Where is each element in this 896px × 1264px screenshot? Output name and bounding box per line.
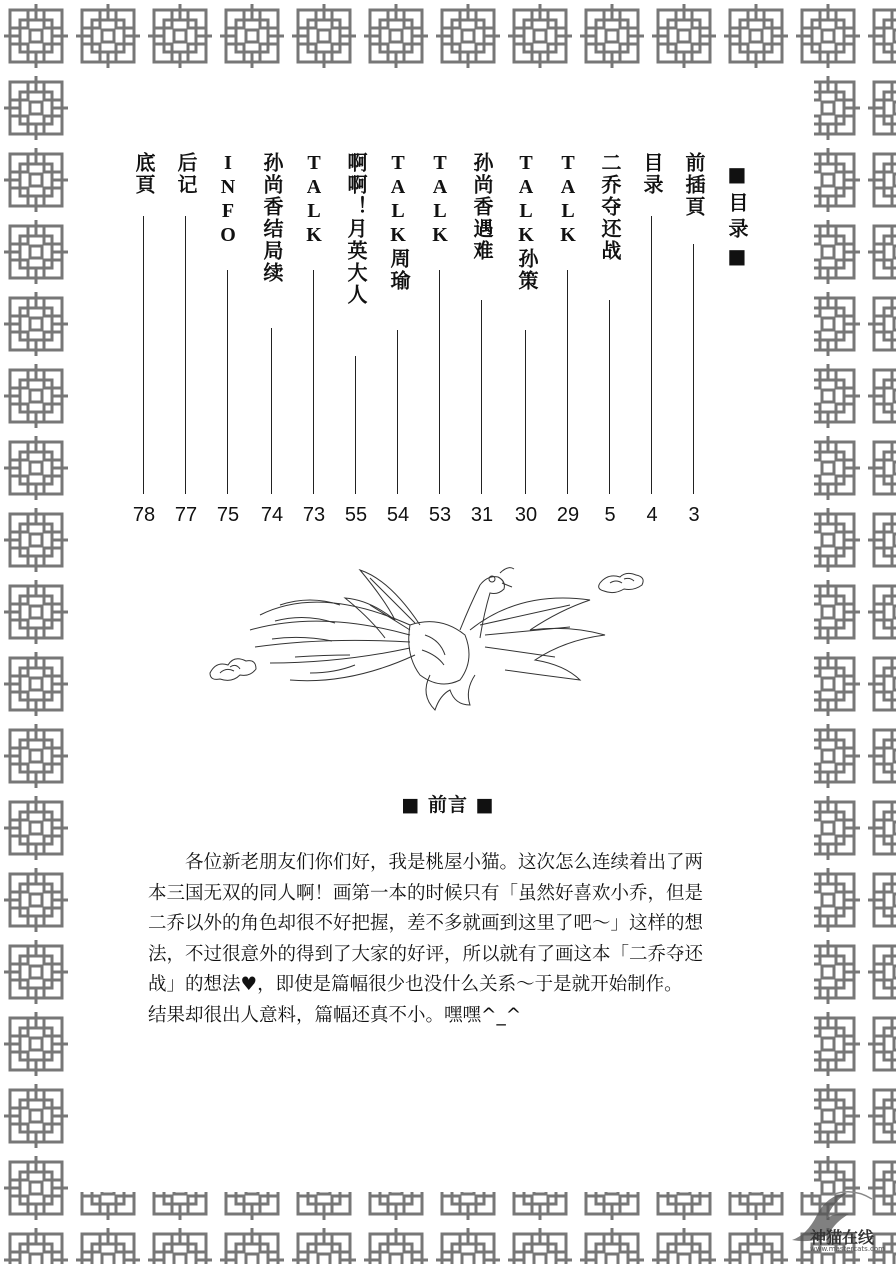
preface-line: 战」的想法♥，即使是篇幅很少也没什么关系～于是就开始制作。 [148,974,683,995]
toc-leader-line [355,356,356,494]
toc-leader-line [567,270,568,494]
toc-entry [300,152,328,532]
preface-line: 二乔以外的角色却很不好把握，差不多就画到这里了吧～」这样的想 [148,913,704,934]
toc-heading: ■目录■ [725,162,749,274]
toc-leader-line [651,216,652,494]
toc-entry-page: 29 [556,504,580,526]
toc-entry-title: 二乔夺还战 [598,152,622,262]
toc-entry [426,152,454,532]
toc-entry-title: 前插頁 [682,152,706,218]
toc-entry-title: 底頁 [132,152,156,196]
toc-entry [384,152,412,532]
toc-leader-line [313,270,314,494]
toc-entry-title: TALK [303,152,325,248]
toc-entry-title: TALK [429,152,451,248]
toc-entry-page: 74 [260,504,284,526]
toc-entry-title: 孙尚香结局续 [260,152,284,284]
toc-entry-page: 73 [302,504,326,526]
preface-line: 结果却很出人意料，篇幅还真不小。嘿嘿^_^ [148,1004,522,1026]
toc-entry-title: 孙尚香遇难 [470,152,494,262]
toc-leader-line [609,300,610,494]
toc-entry-page: 31 [470,504,494,526]
toc-leader-line [439,270,440,494]
toc-entry [258,152,286,532]
preface-line: 法，不过很意外的得到了大家的好评，所以就有了画这本「二乔夺还 [148,943,704,965]
toc-entry [680,152,708,532]
toc-entry-page: 78 [132,504,156,526]
toc-entry-title: 啊啊！月英大人 [344,152,368,306]
site-watermark [782,1185,892,1255]
toc-entry-title: TALK [557,152,579,248]
toc-entry-title: TALK孙策 [515,152,537,292]
toc-leader-line [185,216,186,494]
toc-entry-page: 55 [344,504,368,526]
toc-leader-line [481,300,482,494]
toc-entry-page: 77 [174,504,198,526]
toc-entry [130,152,158,532]
toc-leader-line [525,330,526,494]
preface-heading: ■ 前言 ■ [401,794,495,816]
watermark-name: 神猫在线 [810,1228,875,1247]
toc-leader-line [693,244,694,494]
preface-line: 本三国无双的同人啊！画第一本的时候只有「虽然好喜欢小乔，但是 [148,882,704,904]
preface-line: 各位新老朋友们你们好，我是桃屋小猫。这次怎么连续着出了两 [148,852,704,873]
toc-entry [468,152,496,532]
toc-leader-line [227,270,228,494]
toc-entry-page: 5 [604,504,616,526]
toc-entry-title: TALK周瑜 [387,152,409,292]
preface-body [148,848,748,1031]
toc-entry [342,152,370,532]
toc-leader-line [397,330,398,494]
toc-entry [638,152,666,532]
toc-entry [554,152,582,532]
toc-entry-title: 后记 [174,152,198,196]
toc-entry [596,152,624,532]
toc-entry-page: 54 [386,504,410,526]
toc-entry-title: INFO [217,152,239,248]
toc-entry [512,152,540,532]
toc-entry-page: 30 [514,504,538,526]
watermark-url: www.mastercats.com [810,1245,885,1253]
toc-entry-page: 4 [646,504,658,526]
toc-entry [172,152,200,532]
toc-leader-line [143,216,144,494]
toc-entry [214,152,242,532]
toc-entry-page: 3 [688,504,700,526]
toc-entry-page: 75 [216,504,240,526]
toc-leader-line [271,328,272,494]
toc-entry-page: 53 [428,504,452,526]
phoenix-illustration [200,555,670,725]
toc-entry-title: 目录 [640,152,664,196]
